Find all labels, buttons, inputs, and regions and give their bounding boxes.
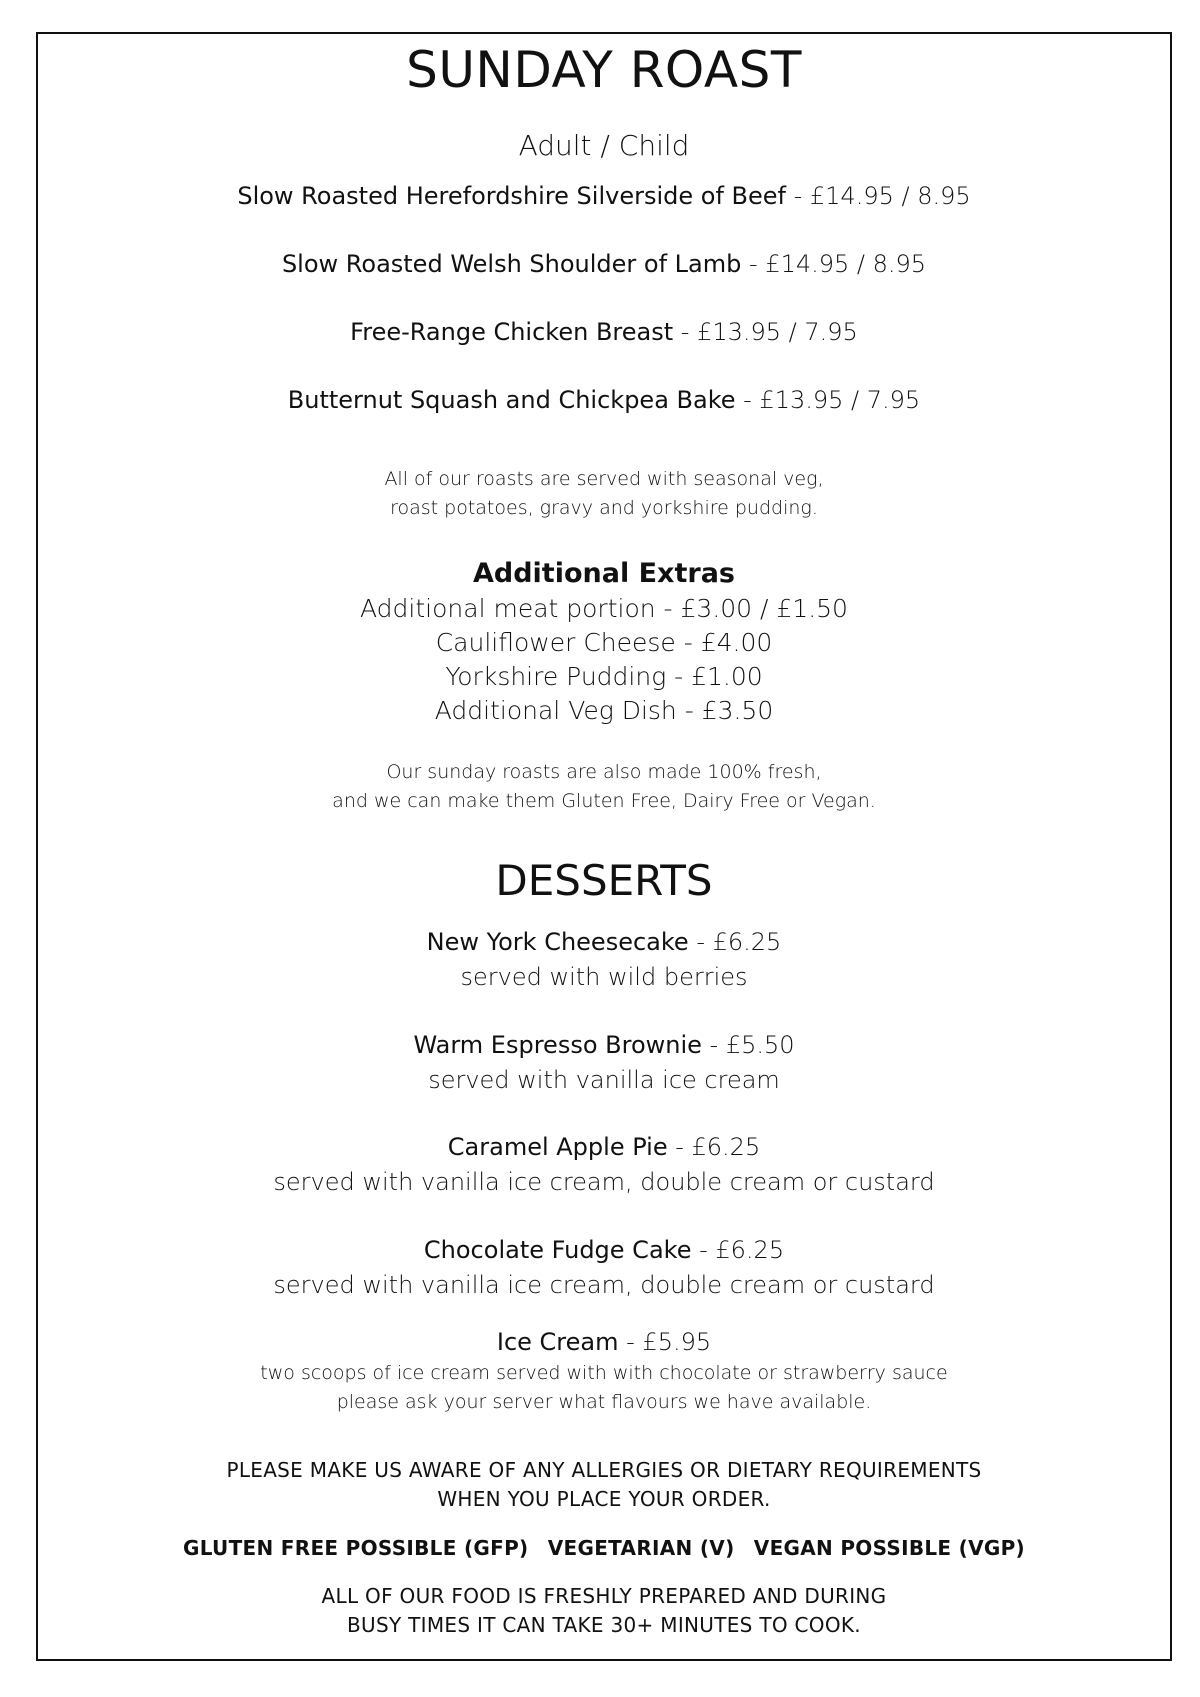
roast-item (36, 180, 1172, 212)
extras-heading: Additional Extras (473, 558, 735, 589)
extras-item: Yorkshire Pudding - £1.00 (445, 662, 763, 691)
note-line: please ask your server what flavours we have available. (336, 1391, 872, 1413)
roast-price: - £13.95 / 7.95 (673, 318, 858, 346)
dessert-price: - £5.50 (701, 1031, 795, 1059)
roast-price: - £13.95 / 7.95 (735, 386, 921, 414)
dessert-description: served with vanilla ice cream, double cream or custard (273, 1271, 935, 1299)
ice-cream-description (36, 1359, 1172, 1417)
legend-gfp: GLUTEN FREE POSSIBLE (GFP) (182, 1536, 529, 1560)
price-columns-label: Adult / Child (518, 129, 690, 162)
extras-item: Cauliflower Cheese - £4.00 (435, 628, 773, 657)
dessert-name: Ice Cream (496, 1328, 619, 1356)
roast-price: - £14.95 / 8.95 (741, 250, 927, 278)
note-line: All of our roasts are served with seasonal veg, (384, 468, 824, 490)
page-title: SUNDAY ROAST (406, 41, 802, 99)
dessert-name: Chocolate Fudge Cake (423, 1236, 692, 1264)
note-line: two scoops of ice cream served with with chocolate or strawberry sauce (260, 1362, 948, 1384)
fresh-note (36, 758, 1172, 816)
note-line: roast potatoes, gravy and yorkshire pudding. (390, 497, 818, 519)
extras-item: Additional meat portion - £3.00 / £1.50 (360, 594, 848, 623)
dessert-item (36, 925, 1172, 995)
extras-list (36, 592, 1172, 728)
notice-line: WHEN YOU PLACE YOUR ORDER. (437, 1487, 771, 1511)
roast-price: - £14.95 / 8.95 (785, 182, 971, 210)
dietary-legend (36, 1534, 1172, 1562)
dessert-item (36, 1233, 1172, 1303)
legend-vgp: VEGAN POSSIBLE (VGP) (753, 1536, 1025, 1560)
dessert-description: served with wild berries (460, 963, 748, 991)
roast-name: Free-Range Chicken Breast (350, 318, 674, 346)
dessert-price: - £6.25 (688, 928, 782, 956)
note-line: Our sunday roasts are also made 100% fresh, (386, 761, 822, 783)
desserts-heading: DESSERTS (495, 856, 713, 905)
dessert-name: Caramel Apple Pie (447, 1133, 668, 1161)
served-with-note (36, 465, 1172, 523)
dessert-item (36, 1130, 1172, 1200)
dessert-description: served with vanilla ice cream (428, 1066, 780, 1094)
dessert-item-ice-cream (36, 1325, 1172, 1360)
dessert-description: served with vanilla ice cream, double cream or custard (273, 1168, 935, 1196)
legend-v: VEGETARIAN (V) (547, 1536, 735, 1560)
notice-line: ALL OF OUR FOOD IS FRESHLY PREPARED AND DURING (321, 1584, 887, 1608)
dessert-item (36, 1028, 1172, 1098)
preparation-notice (36, 1582, 1172, 1640)
extras-item: Additional Veg Dish - £3.50 (434, 696, 774, 725)
roast-item (36, 316, 1172, 348)
notice-line: BUSY TIMES IT CAN TAKE 30+ MINUTES TO COOK. (347, 1613, 861, 1637)
roast-name: Butternut Squash and Chickpea Bake (287, 386, 736, 414)
note-line: and we can make them Gluten Free, Dairy Free or Vegan. (332, 790, 876, 812)
roast-item (36, 384, 1172, 416)
dessert-price: - £5.95 (618, 1328, 712, 1356)
dessert-price: - £6.25 (691, 1236, 785, 1264)
dessert-name: New York Cheesecake (426, 928, 689, 956)
notice-line: PLEASE MAKE US AWARE OF ANY ALLERGIES OR DIETARY REQUIREMENTS (226, 1458, 982, 1482)
allergy-notice (36, 1456, 1172, 1514)
dessert-price: - £6.25 (667, 1133, 761, 1161)
dessert-name: Warm Espresso Brownie (413, 1031, 702, 1059)
roast-name: Slow Roasted Herefordshire Silverside of Beef (237, 182, 786, 210)
roast-item (36, 248, 1172, 280)
roast-name: Slow Roasted Welsh Shoulder of Lamb (281, 250, 742, 278)
